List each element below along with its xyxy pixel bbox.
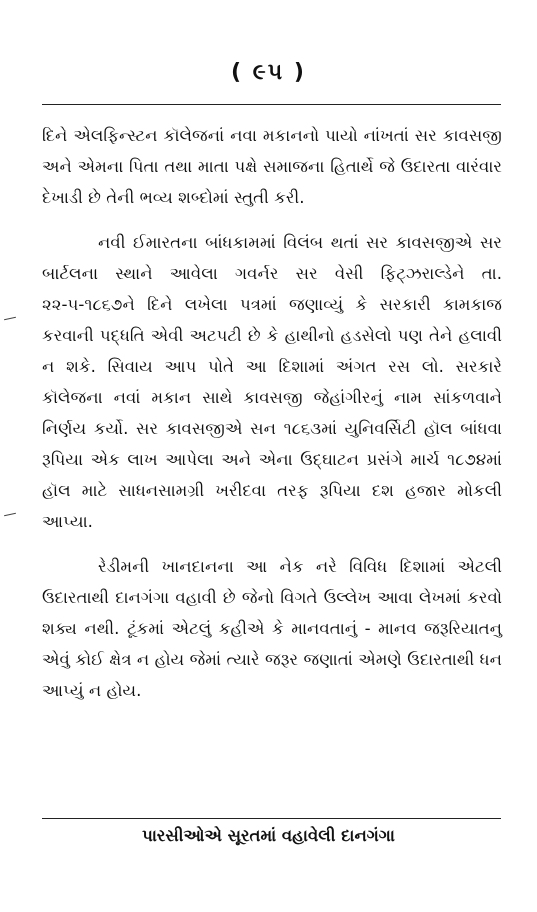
bottom-rule <box>42 818 501 819</box>
body-text <box>42 120 502 706</box>
margin-mark-2 <box>4 513 16 516</box>
top-rule <box>42 104 501 105</box>
paragraph-2: નવી ઈમારતના બાંધકામમાં વિલંબ થતાં સર કાવસજીએ સર બાર્ટલના સ્થાને આવેલા ગવર્નર સર વેસી ફિટ્ઝરાલ્ડેને તા. ૨૨-૫-૧૮૬૭ને દિને લખેલા પત્રમાં જણાવ્યું કે સરકારી કામકાજ કરવાની પદ્ધતિ એવી અટપટી છે કે હાથીનો હડસેલો પણ તેને હલાવી ન શકે. સિવાય આપ પોતે આ દિશામાં અંગત રસ લો. સરકારે કૉલેજના નવાં મકાન સાથે કાવસજી જેહાંગીરનું નામ સાંકળવાને નિર્ણય કર્યો. સર કાવસજીએ સન ૧૮૬૩માં યુનિવર્સિટી હૉલ બાંધવા રૂપિયા એક લાખ આપેલા અને એના ઉદ્‌ઘાટન પ્રસંગે માર્ચ ૧૮૭૪માં હૉલ માટે સાધનસામગ્રી ખરીદવા તરફ રૂપિયા દશ હજાર મોકલી આપ્યા. <box>42 233 502 531</box>
paragraph-1: દિને એલફિન્સ્ટન કૉલેજનાં નવા મકાનનો પાયો નાંખતાં સર કાવસજી અને એમના પિતા તથા માતા પક્ષે સમાજના હિતાર્થે જે ઉદારતા વારંવાર દેખાડી છે તેની ભવ્ય શબ્દોમાં સ્તુતી કરી. <box>42 126 502 207</box>
margin-mark-1 <box>4 317 16 320</box>
paragraph-3: રેડીમની ખાનદાનના આ નેક નરે વિવિધ દિશામાં એટલી ઉદારતાથી દાનગંગા વહાવી છે જેનો વિગતે ઉલ્લેખ આવા લેખમાં કરવો શક્ય નથી. ટૂંકમાં એટલું કહીએ કે માનવતાનું - માનવ જરૂરિયાતનુ એવું કોઈ ક્ષેત્ર ન હોય જેમાં ત્યારે જરૂર જણાતાં એમણે ઉદારતાથી ધન આપ્યું ન હોય. <box>42 557 502 700</box>
running-title: પારસીઓએ સૂરતમાં વહાવેલી દાનગંગા <box>142 826 395 845</box>
page-number: ( ૯૫ ) <box>231 60 306 85</box>
